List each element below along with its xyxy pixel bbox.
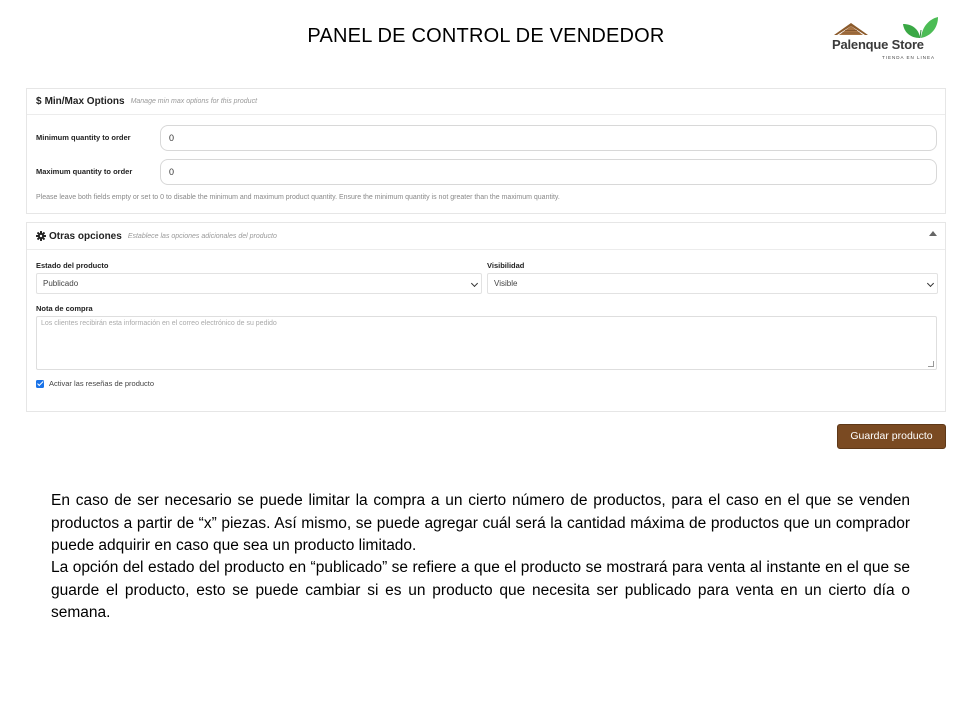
otras-header[interactable] xyxy=(27,223,945,250)
visibilidad-label: Visibilidad xyxy=(487,261,525,270)
min-quantity-input[interactable]: 0 xyxy=(160,125,937,151)
reviews-label: Activar las reseñas de producto xyxy=(49,379,155,388)
palenque-store-logo xyxy=(828,16,944,64)
nota-placeholder: Los clientes recibirán esta información en el correo electrónico de su pedido xyxy=(41,320,277,327)
reviews-checkbox[interactable] xyxy=(36,380,44,388)
description-paragraph-1: En caso de ser necesario se puede limitar la compra a un cierto número de productos, para el caso en el que se venden productos a partir de “x” piezas. Así mismo, se puede agregar cuál será la cantidad máxima de productos que un comprador puede adquirir en caso que sea un producto limitado. xyxy=(51,492,910,554)
min-quantity-label: Minimum quantity to order xyxy=(36,133,131,142)
save-product-button[interactable]: Guardar producto xyxy=(837,424,946,449)
min-quantity-row xyxy=(36,125,937,151)
minmax-subtitle: Manage min max options for this product xyxy=(130,98,258,105)
minmax-header xyxy=(27,89,945,115)
visibilidad-select[interactable] xyxy=(487,273,938,294)
description-paragraph-2: La opción del estado del producto en “publicado” se refiere a que el producto se mostrará para venta al instante en el que se guarde el producto, esto se puede cambiar si es un producto que necesita ser publicado para venta en un cierto día o semana. xyxy=(51,559,910,621)
estado-label: Estado del producto xyxy=(36,261,109,270)
nota-label: Nota de compra xyxy=(36,304,93,313)
otras-title: Otras opciones xyxy=(49,230,122,242)
otras-opciones-panel xyxy=(26,222,946,412)
chevron-down-icon xyxy=(471,280,478,287)
otras-subtitle: Establece las opciones adicionales del producto xyxy=(127,232,277,240)
logo-name: Palenque Store xyxy=(832,37,924,52)
max-quantity-row xyxy=(36,159,937,185)
dollar-icon: $ xyxy=(36,96,42,107)
estado-select-value: Publicado xyxy=(43,279,79,288)
chevron-up-icon[interactable] xyxy=(929,231,937,236)
max-quantity-label: Maximum quantity to order xyxy=(36,167,133,176)
chevron-down-icon xyxy=(927,280,934,287)
max-quantity-input[interactable]: 0 xyxy=(160,159,937,185)
resize-handle[interactable] xyxy=(928,361,934,367)
nota-compra-textarea[interactable] xyxy=(36,316,937,370)
visibilidad-select-value: Visible xyxy=(494,279,518,288)
logo-tagline: TIENDA EN LINEA xyxy=(882,55,936,60)
gear-icon xyxy=(36,231,46,241)
minmax-title: Min/Max Options xyxy=(44,96,125,107)
reviews-checkbox-row[interactable] xyxy=(36,379,154,388)
minmax-options-panel xyxy=(26,88,946,214)
page-title: PANEL DE CONTROL DE VENDEDOR xyxy=(307,25,665,47)
estado-select[interactable] xyxy=(36,273,482,294)
minmax-help-text: Please leave both fields empty or set to 0 to disable the minimum and maximum product quantity. Ensure the minimum quantity is not greater than the maximum quantity. xyxy=(36,194,560,201)
